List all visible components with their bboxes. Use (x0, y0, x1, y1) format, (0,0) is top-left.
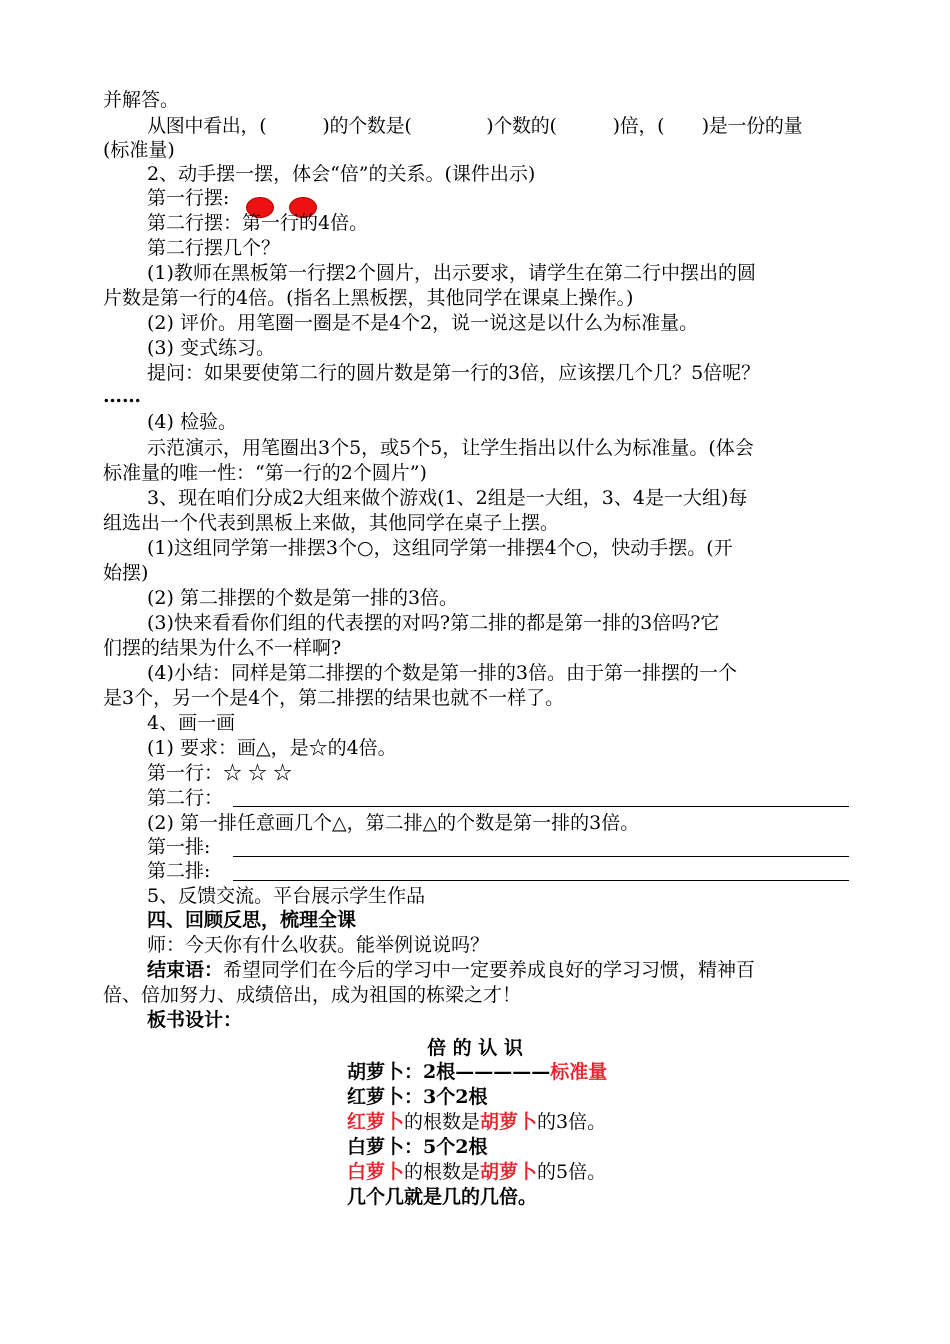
answer-line (233, 806, 849, 807)
line: 第一行摆: (147, 187, 230, 209)
line: (2) 第二排摆的个数是第一排的3倍。 (147, 587, 459, 609)
line: 第一行：☆ ☆ ☆ (147, 762, 293, 784)
line: 第一排: (147, 836, 211, 858)
line: 第二排: (147, 860, 211, 882)
board-row: 胡萝卜：2根—————标准量 (347, 1061, 608, 1083)
line: (1)这组同学第一排摆3个○，这组同学第一排摆4个○，快动手摆。(开 (147, 537, 733, 559)
line: 并解答。 (103, 89, 180, 111)
line: 第二行： (147, 787, 224, 809)
line: 示范演示，用笔圈出3个5，或5个5，让学生指出以什么为标准量。(体会 (147, 437, 754, 459)
line: (2) 评价。用笔圈一圈是不是4个2，说一说这是以什么为标准量。 (147, 312, 699, 334)
line: 第二行摆：第一行的4倍。 (147, 212, 369, 234)
board-row: 几个几就是几的几倍。 (347, 1186, 538, 1208)
line: 结束语：希望同学们在今后的学习中一定要养成良好的学习习惯，精神百 (147, 959, 756, 981)
line: 3、现在咱们分成2大组来做个游戏(1、2组是一大组，3、4是一大组)每 (147, 487, 748, 509)
board-row: 白萝卜的根数是胡萝卜的5倍。 (347, 1161, 607, 1183)
line: 4、画一画 (147, 712, 236, 734)
line: (4) 检验。 (147, 411, 237, 433)
closing-label: 结束语： (147, 959, 224, 981)
line: 第二行摆几个？ (147, 237, 281, 259)
board-row: 白萝卜：5个2根 (347, 1136, 488, 1158)
line: (3) 变式练习。 (147, 337, 275, 359)
line: 倍、倍加努力、成绩倍出，成为祖国的栋梁之才！ (103, 984, 522, 1006)
answer-line (233, 856, 849, 857)
line: 始摆) (103, 562, 149, 584)
line: (3)快来看看你们组的代表摆的对吗?第二排的都是第一排的3倍吗?它 (147, 612, 720, 634)
line: 师：今天你有什么收获。能举例说说吗？ (147, 934, 490, 956)
board-title: 倍 的 认 识 (427, 1037, 523, 1059)
line: (1)教师在黑板第一行摆2个圆片，出示要求，请学生在第二行中摆出的圆 (147, 262, 757, 284)
line: (2) 第一排任意画几个△，第二排△的个数是第一排的3倍。 (147, 812, 640, 834)
line: 标准量的唯一性：“第一行的2个圆片”) (103, 462, 427, 484)
line: 5、反馈交流。平台展示学生作品 (147, 885, 426, 907)
line: (4)小结：同样是第二排摆的个数是第一排的3倍。由于第一排摆的一个 (147, 662, 738, 684)
board-design-label: 板书设计： (147, 1009, 243, 1031)
line: (标准量) (103, 139, 175, 161)
line: 提问：如果要使第二行的圆片数是第一行的3倍，应该摆几个几？5倍呢？ (147, 362, 761, 384)
line: 片数是第一行的4倍。(指名上黑板摆，其他同学在课桌上操作。) (103, 287, 634, 309)
board-row: 红萝卜的根数是胡萝卜的3倍。 (347, 1111, 607, 1133)
line: 们摆的结果为什么不一样啊? (103, 637, 342, 659)
line: 是3个，另一个是4个，第二排摆的结果也就不一样了。 (103, 687, 565, 709)
line: …… (103, 385, 141, 407)
answer-line (233, 880, 849, 881)
line: 2、动手摆一摆，体会“倍”的关系。(课件出示) (147, 163, 536, 185)
board-row: 红萝卜：3个2根 (347, 1086, 488, 1108)
line: 从图中看出，( )的个数是( )个数的( )倍，( )是一份的量 (147, 115, 803, 137)
section-heading: 四、回顾反思，梳理全课 (147, 909, 357, 931)
line: 组选出一个代表到黑板上来做，其他同学在桌子上摆。 (103, 512, 560, 534)
line: (1) 要求：画△，是☆的4倍。 (147, 737, 397, 759)
